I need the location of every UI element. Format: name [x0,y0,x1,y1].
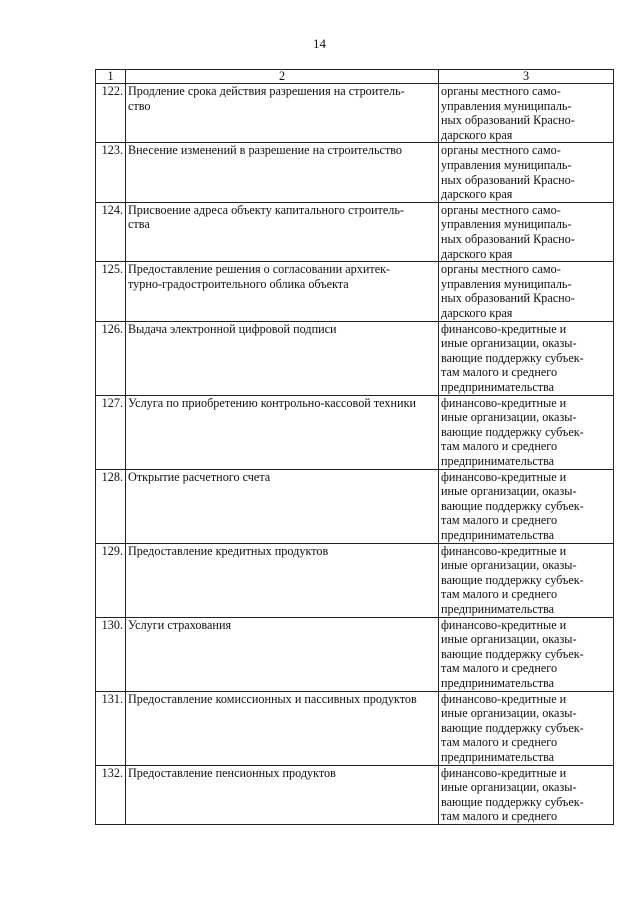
responsible-organization: органы местного само- управления муниципаль- ных образований Красно- дарского края [439,262,614,321]
service-name: Предоставление пенсионных продуктов [126,765,439,824]
responsible-organization: финансово-кредитные и иные организации, оказы- вающие поддержку субъек- там малого и среднего предпринимательства [439,321,614,395]
table-row [96,765,614,824]
responsible-organization: финансово-кредитные и иные организации, оказы- вающие поддержку субъек- там малого и среднего предпринимательства [439,691,614,765]
table-row [96,321,614,395]
service-name: Предоставление комиссионных и пассивных продуктов [126,691,439,765]
row-number: 127. [96,395,126,469]
responsible-organization: органы местного само- управления муниципаль- ных образований Красно- дарского края [439,84,614,143]
row-number: 122. [96,84,126,143]
row-number: 123. [96,143,126,202]
service-name: Услуга по приобретению контрольно-кассовой техники [126,395,439,469]
column-header-organization: 3 [439,70,614,84]
row-number: 129. [96,543,126,617]
service-name: Присвоение адреса объекту капитального строитель- ства [126,202,439,261]
table-row [96,543,614,617]
responsible-organization: финансово-кредитные и иные организации, оказы- вающие поддержку субъек- там малого и среднего предпринимательства [439,395,614,469]
responsible-organization: финансово-кредитные и иные организации, оказы- вающие поддержку субъек- там малого и среднего [439,765,614,824]
row-number: 126. [96,321,126,395]
header-row [96,70,614,84]
service-name: Услуги страхования [126,617,439,691]
service-name: Продление срока действия разрешения на строитель- ство [126,84,439,143]
responsible-organization: финансово-кредитные и иные организации, оказы- вающие поддержку субъек- там малого и среднего предпринимательства [439,617,614,691]
page-number: 14 [313,36,326,51]
row-number: 130. [96,617,126,691]
service-name: Предоставление кредитных продуктов [126,543,439,617]
table-row [96,143,614,202]
table-row [96,617,614,691]
row-number: 132. [96,765,126,824]
row-number: 128. [96,469,126,543]
column-header-number: 1 [96,70,126,84]
table-row [96,84,614,143]
service-name: Выдача электронной цифровой подписи [126,321,439,395]
table-row [96,262,614,321]
responsible-organization: финансово-кредитные и иные организации, оказы- вающие поддержку субъек- там малого и среднего предпринимательства [439,543,614,617]
table-row [96,691,614,765]
responsible-organization: финансово-кредитные и иные организации, оказы- вающие поддержку субъек- там малого и среднего предпринимательства [439,469,614,543]
table-row [96,395,614,469]
column-header-service: 2 [126,70,439,84]
row-number: 125. [96,262,126,321]
row-number: 131. [96,691,126,765]
service-name: Внесение изменений в разрешение на строительство [126,143,439,202]
responsible-organization: органы местного само- управления муниципаль- ных образований Красно- дарского края [439,202,614,261]
table-row [96,202,614,261]
service-name: Предоставление решения о согласовании архитек- турно-градостроительного облика объекта [126,262,439,321]
row-number: 124. [96,202,126,261]
table-row [96,469,614,543]
responsible-organization: органы местного само- управления муниципаль- ных образований Красно- дарского края [439,143,614,202]
services-table [95,69,614,825]
service-name: Открытие расчетного счета [126,469,439,543]
